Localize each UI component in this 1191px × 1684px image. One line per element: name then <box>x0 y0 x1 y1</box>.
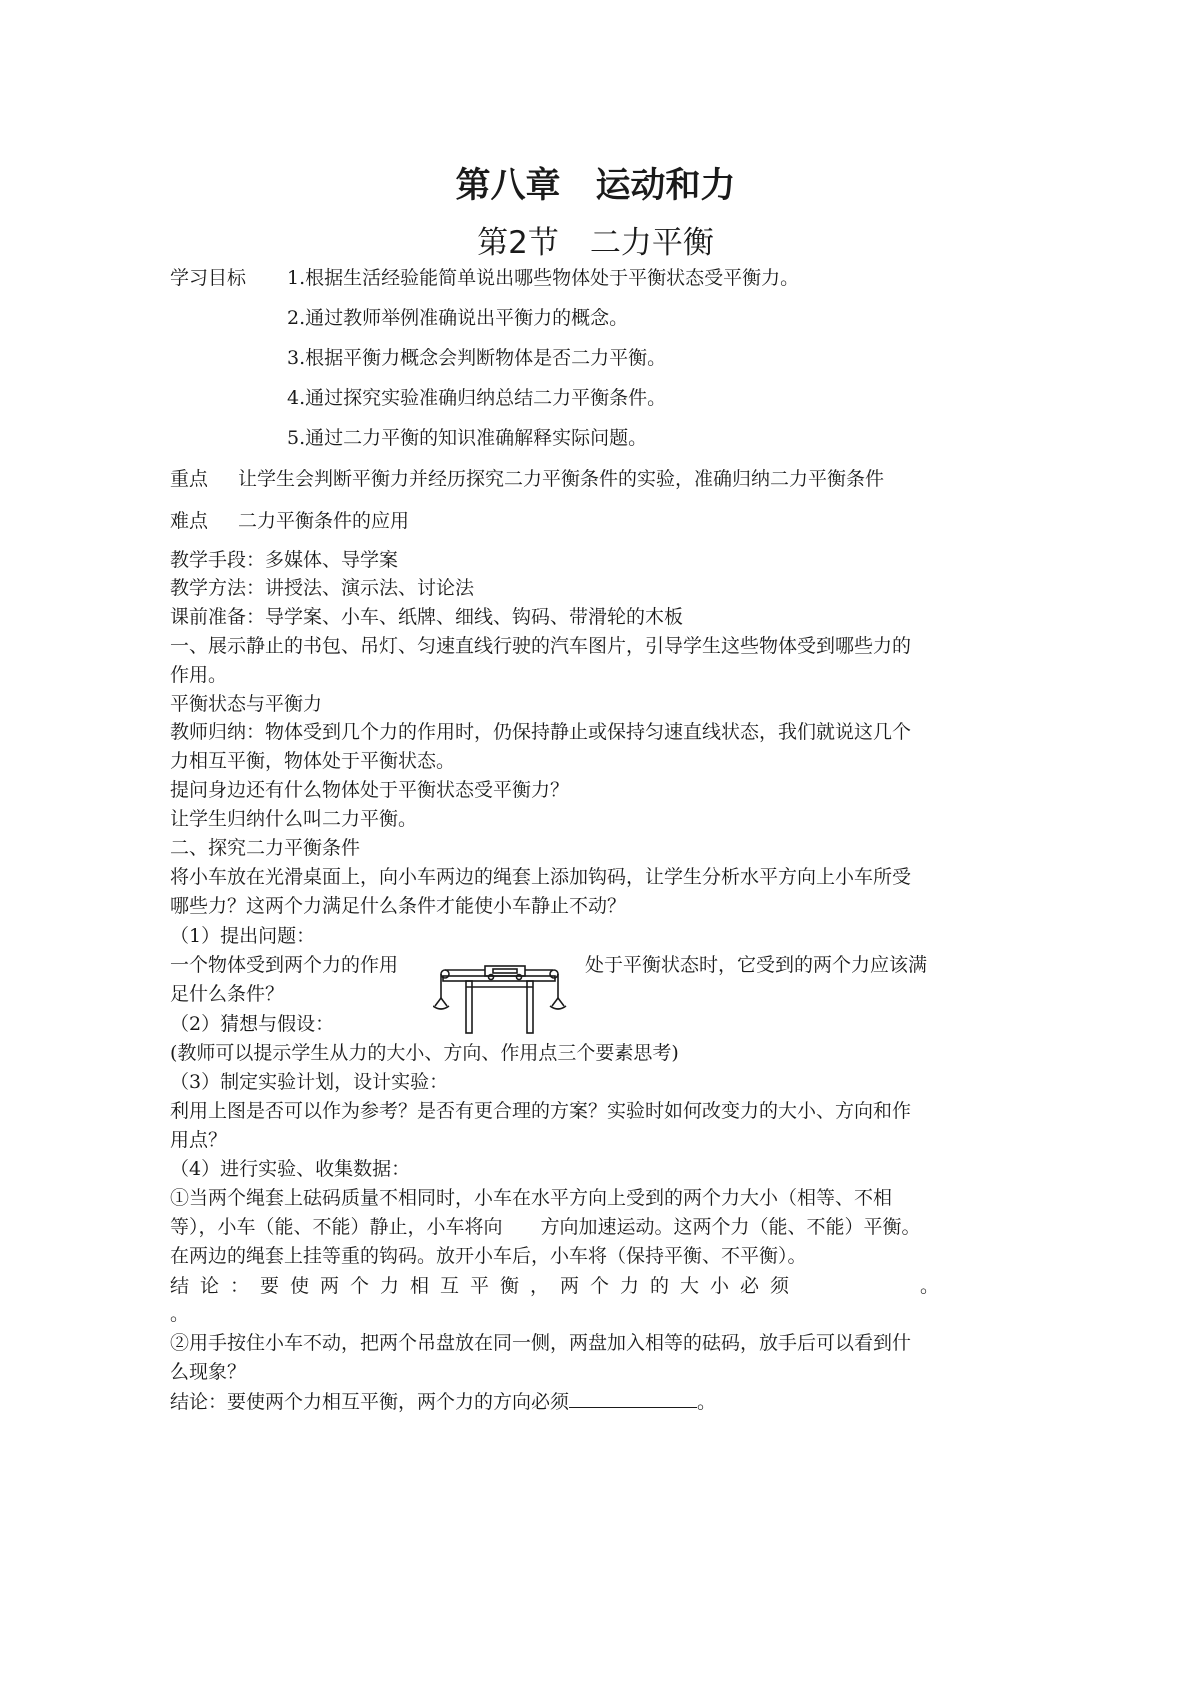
question-right: 处于平衡状态时，它受到的两个力应该满 <box>585 954 928 976</box>
step1-heading: （1）提出问题： <box>170 925 316 947</box>
section1-text: 一、展示静止的书包、吊灯、匀速直线行驶的汽车图片，引导学生这些物体受到哪些力的 <box>170 635 912 657</box>
section2-text: 哪些力？这两个力满足什么条件才能使小车静止不动？ <box>170 895 627 917</box>
question-left: 一个物体受到两个力的作用 <box>170 954 399 976</box>
conclusion1-dot: 。 <box>170 1303 190 1325</box>
experiment1-text: 在两边的绳套上挂等重的钩码。放开小车后，小车将（保持平衡、不平衡）。 <box>170 1245 807 1267</box>
conclusion2: 结论：要使两个力相互平衡，两个力的方向必须 <box>170 1391 570 1413</box>
difficulty-text: 二力平衡条件的应用 <box>238 510 410 532</box>
section2-text: 将小车放在光滑桌面上，向小车两边的绳套上添加钩码，让学生分析水平方向上小车所受 <box>170 866 912 888</box>
teacher-summary: 教师归纳：物体受到几个力的作用时，仍保持静止或保持匀速直线状态，我们就说这几个 <box>170 721 912 743</box>
hint-text: (教师可以提示学生从力的大小、方向、作用点三个要素思考) <box>170 1042 679 1064</box>
question-text: 提问身边还有什么物体处于平衡状态受平衡力？ <box>170 779 570 801</box>
key-label: 重点 <box>170 468 209 490</box>
induce-text: 让学生归纳什么叫二力平衡。 <box>170 808 418 830</box>
objective-item: 5.通过二力平衡的知识准确解释实际问题。 <box>287 427 648 449</box>
conclusion1: 结论：要使两个力相互平衡，两个力的大小必须 <box>170 1275 801 1297</box>
step2-heading: （2）猜想与假设： <box>170 1013 335 1035</box>
plan-text: 用点？ <box>170 1129 228 1151</box>
experiment1-text: ①当两个绳套上砝码质量不相同时，小车在水平方向上受到的两个力大小（相等、不相 <box>170 1187 893 1209</box>
answer-blank <box>569 1389 697 1408</box>
step3-heading: （3）制定实验计划，设计实验： <box>170 1071 449 1093</box>
section-title: 第2节 二力平衡 <box>477 225 714 261</box>
cart-on-table-diagram <box>433 962 573 1036</box>
objective-item: 3.根据平衡力概念会判断物体是否二力平衡。 <box>287 347 667 369</box>
objectives-label: 学习目标 <box>170 267 247 289</box>
conclusion1-end: 。 <box>920 1275 940 1297</box>
key-text: 让学生会判断平衡力并经历探究二力平衡条件的实验，准确归纳二力平衡条件 <box>238 468 885 490</box>
conclusion2-end: 。 <box>697 1391 717 1413</box>
teaching-means: 教学手段：多媒体、导学案 <box>170 549 399 571</box>
section1-text: 作用。 <box>170 664 228 686</box>
teaching-methods: 教学方法：讲授法、演示法、讨论法 <box>170 577 475 599</box>
teacher-summary: 力相互平衡，物体处于平衡状态。 <box>170 750 456 772</box>
objective-item: 2.通过教师举例准确说出平衡力的概念。 <box>287 307 629 329</box>
section2-heading: 二、探究二力平衡条件 <box>170 837 361 859</box>
balance-heading: 平衡状态与平衡力 <box>170 693 323 715</box>
difficulty-label: 难点 <box>170 510 209 532</box>
question-line2: 足什么条件？ <box>170 983 285 1005</box>
experiment2-text: ②用手按住小车不动，把两个吊盘放在同一侧，两盘加入相等的砝码，放手后可以看到什 <box>170 1332 912 1354</box>
experiment2-text: 么现象？ <box>170 1361 247 1383</box>
objective-item: 4.通过探究实验准确归纳总结二力平衡条件。 <box>287 387 667 409</box>
conclusion2-line <box>170 1389 716 1414</box>
step4-heading: （4）进行实验、收集数据： <box>170 1158 411 1180</box>
plan-text: 利用上图是否可以作为参考？是否有更合理的方案？实验时如何改变力的大小、方向和作 <box>170 1100 912 1122</box>
experiment1-text: 等），小车（能、不能）静止，小车将向 方向加速运动。这两个力（能、不能）平衡。 <box>170 1216 921 1238</box>
objective-item: 1.根据生活经验能简单说出哪些物体处于平衡状态受平衡力。 <box>287 267 800 289</box>
preparation: 课前准备：导学案、小车、纸牌、细线、钩码、带滑轮的木板 <box>170 606 684 628</box>
chapter-title: 第八章 运动和力 <box>455 166 736 206</box>
